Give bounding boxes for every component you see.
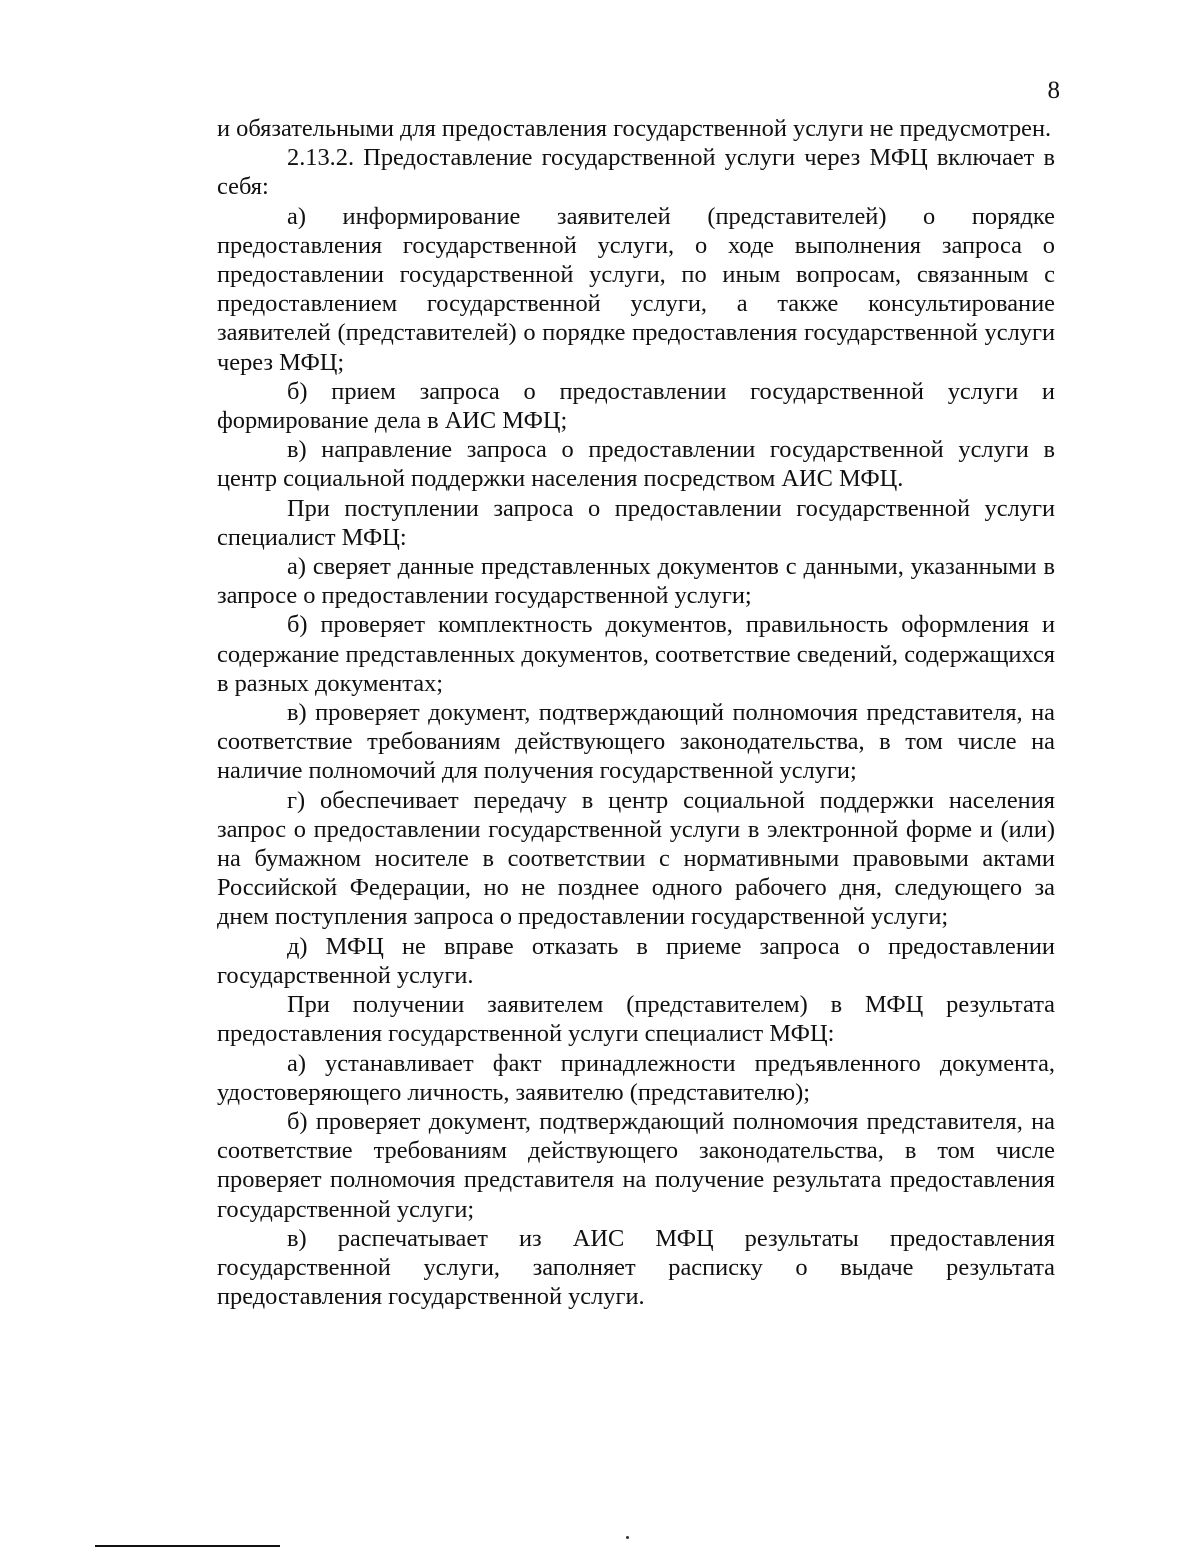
list-item-v-request-forwarding: в) направление запроса о предоставлении государственной услуги в центр социальной поддержки населения посредством АИС МФЦ. bbox=[217, 436, 1055, 493]
page-number: 8 bbox=[1047, 77, 1060, 104]
scan-speck bbox=[626, 1536, 629, 1539]
list-item-b-representative-check: б) проверяет документ, подтверждающий полномочия представителя, на соответствие требованиям действующего законодательства, в том числе проверяет полномочия представителя на получение результата предоставления государственной услуги; bbox=[217, 1107, 1055, 1223]
list-item-b-check-completeness: б) проверяет комплектность документов, правильность оформления и содержание представленных документов, соответствие сведений, содержащихся в разных документах; bbox=[217, 611, 1055, 697]
paragraph-on-request-receipt: При поступлении запроса о предоставлении государственной услуги специалист МФЦ: bbox=[217, 494, 1055, 551]
document-body bbox=[217, 114, 1055, 1311]
footer-rule bbox=[95, 1545, 280, 1547]
list-item-g-transfer-request: г) обеспечивает передачу в центр социальной поддержки населения запрос о предоставлении государственной услуги в электронной форме и (или) на бумажном носителе в соответствии с нормативными правовыми актами Российской Федерации, но не позднее одного рабочего дня, следующего за днем поступления запроса о предоставлении государственной услуги; bbox=[217, 786, 1055, 931]
list-item-b-request-intake: б) прием запроса о предоставлении государственной услуги и формирование дела в АИС МФЦ; bbox=[217, 377, 1055, 435]
list-item-a-verify-data: а) сверяет данные представленных документов с данными, указанными в запросе о предоставлении государственной услуги; bbox=[217, 553, 1055, 610]
paragraph-continuation: и обязательными для предоставления государственной услуги не предусмотрен. bbox=[217, 115, 1052, 142]
list-item-v-print-results: в) распечатывает из АИС МФЦ результаты предоставления государственной услуги, заполняет расписку о выдаче результата предоставления государственной услуги. bbox=[217, 1224, 1055, 1311]
paragraph-on-result-receipt: При получении заявителем (представителем) в МФЦ результата предоставления государственной услуги специалист МФЦ: bbox=[217, 991, 1055, 1048]
list-item-a-informing: а) информирование заявителей (представителей) о порядке предоставления государственной услуги, о ходе выполнения запроса о предоставлении государственной услуги, по иным вопросам, связанным с предоставлением государственной услуги, а также консультирование заявителей (представителей) о порядке предоставления государственной услуги через МФЦ; bbox=[217, 202, 1055, 376]
list-item-v-check-authority: в) проверяет документ, подтверждающий полномочия представителя, на соответствие требованиям действующего законодательства, в том числе на наличие полномочий для получения государственной услуги; bbox=[217, 699, 1055, 785]
list-item-a-identity-check: а) устанавливает факт принадлежности предъявленного документа, удостоверяющего личность, заявителю (представителю); bbox=[217, 1049, 1055, 1106]
paragraph-section-2-13-2: 2.13.2. Предоставление государственной услуги через МФЦ включает в себя: bbox=[217, 144, 1055, 201]
list-item-d-no-refusal: д) МФЦ не вправе отказать в приеме запроса о предоставлении государственной услуги. bbox=[217, 932, 1055, 989]
